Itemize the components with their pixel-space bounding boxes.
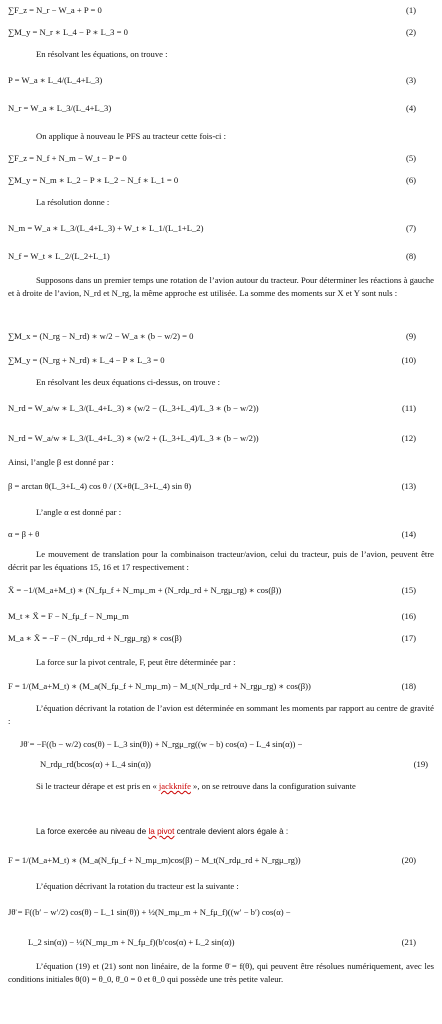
equation-20-formula: F = 1/(M_a+M_t) ∗ (M_a(N_fμ_f + N_mμ_m)cos(β) − M_t(N_rdμ_rd + N_rgμ_rg)) bbox=[8, 855, 301, 865]
equation-21-number: (21) bbox=[401, 937, 416, 947]
paragraph-11-text-end: », on se retrouve dans la configuration suivante bbox=[193, 781, 356, 791]
equation-11-number: (11) bbox=[402, 403, 416, 413]
equation-19-line-1 bbox=[0, 736, 442, 752]
equation-16-number: (16) bbox=[401, 611, 416, 621]
paragraph-5 bbox=[0, 374, 442, 390]
equation-7-formula: N_m = W_a ∗ L_3/(L_4+L_3) + W_t ∗ L_1/(L_1+L_2) bbox=[8, 223, 204, 233]
equation-16 bbox=[0, 608, 442, 624]
equation-3-number: (3) bbox=[405, 75, 416, 85]
paragraph-2-text: On applique à nouveau le PFS au tracteur cette fois-ci : bbox=[36, 131, 226, 141]
equation-12-number: (12) bbox=[401, 433, 416, 443]
paragraph-10: L’équation décrivant la rotation de l’avion est déterminée en sommant les moments par rapport au centre de gravité : bbox=[8, 703, 434, 726]
equation-20 bbox=[0, 852, 442, 868]
equation-21-formula-part-1: Jθ̈ = F((b′ − w′/2) cos(θ) − L_1 sin(θ)) + ½(N_mμ_m + N_fμ_f)((w′ − b′) cos(α) − bbox=[8, 907, 291, 917]
paragraph-4: Supposons dans un premier temps une rotation de l’avion autour du tracteur. Pour déterminer les réactions à gauche et à droite de l’avion, N_rd et N_rg, la même approche est utilisée. La somme des moments sur X et Y sont nuls : bbox=[8, 275, 434, 298]
equation-18 bbox=[0, 678, 442, 694]
equation-4-number: (4) bbox=[405, 103, 416, 113]
paragraph-1-text: En résolvant les équations, on trouve : bbox=[36, 49, 168, 59]
equation-14-number: (14) bbox=[401, 529, 416, 539]
paragraph-9 bbox=[0, 654, 442, 670]
equation-5-number: (5) bbox=[405, 153, 416, 163]
equation-6-number: (6) bbox=[405, 175, 416, 185]
equation-15 bbox=[0, 582, 442, 598]
paragraph-11-text-start: Si le tracteur dérape et est pris en « bbox=[36, 781, 157, 791]
equation-14-formula: α = β + θ bbox=[8, 529, 40, 539]
equation-10-formula: ∑M_y = (N_rg + N_rd) ∗ L_4 − P ∗ L_3 = 0 bbox=[8, 355, 165, 365]
paragraph-11-flagged-word: jackknife bbox=[158, 781, 191, 791]
equation-6 bbox=[0, 172, 442, 188]
equation-15-number: (15) bbox=[401, 585, 416, 595]
paragraph-7-text: L’angle α est donné par : bbox=[36, 507, 122, 517]
equation-18-formula: F = 1/(M_a+M_t) ∗ (M_a(N_fμ_f + N_mμ_m) − M_t(N_rdμ_rd + N_rgμ_rg) ∗ cos(β)) bbox=[8, 681, 311, 691]
paragraph-12-flagged-phrase: la pivot bbox=[148, 827, 175, 836]
equation-8 bbox=[0, 248, 442, 264]
paragraph-3 bbox=[0, 194, 442, 210]
equation-4 bbox=[0, 100, 442, 116]
paragraph-1 bbox=[0, 46, 442, 62]
equation-8-number: (8) bbox=[405, 251, 416, 261]
paragraph-5-text: En résolvant les deux équations ci-dessus, on trouve : bbox=[36, 377, 221, 387]
equation-17-formula: M_a ∗ Ẍ = −F − (N_rdμ_rd + N_rgμ_rg) ∗ cos(β) bbox=[8, 633, 182, 643]
equation-1-formula: ∑F_z = N_r − W_a + P = 0 bbox=[8, 5, 102, 15]
equation-12-formula: N_rd = W_a/w ∗ L_3/(L_4+L_3) ∗ (w/2 + (L_3+L_4)/L_3 ∗ (b − w/2)) bbox=[8, 433, 259, 443]
equation-7-number: (7) bbox=[405, 223, 416, 233]
equation-4-formula: N_r = W_a ∗ L_3/(L_4+L_3) bbox=[8, 103, 112, 113]
paragraph-7 bbox=[0, 504, 442, 520]
equation-10 bbox=[0, 352, 442, 368]
equation-5-formula: ∑F_z = N_f + N_m − W_t − P = 0 bbox=[8, 153, 127, 163]
equation-7 bbox=[0, 220, 442, 236]
equation-19-formula-part-2: N_rdμ_rd(bcos(α) + L_4 sin(α)) bbox=[40, 759, 151, 769]
equation-21-formula-part-2: L_2 sin(α)) − ½(N_mμ_m + N_fμ_f)(b′cos(α) + L_2 sin(α)) bbox=[28, 937, 235, 947]
equation-13-formula: β = arctan θ(L_3+L_4) cos θ / (X+θ(L_3+L_4) sin θ) bbox=[8, 481, 192, 491]
equation-19-formula-part-1: Jθ̈ = −F((b − w/2) cos(θ) − L_3 sin(θ)) + N_rgμ_rg((w − b) cos(α) − L_4 sin(α)) − bbox=[20, 739, 303, 749]
equation-5 bbox=[0, 150, 442, 166]
paragraph-2 bbox=[0, 128, 442, 144]
paragraph-12-text-start: La force exercée au niveau de bbox=[36, 827, 147, 836]
paragraph-11 bbox=[8, 780, 434, 793]
equation-3-formula: P = W_a ∗ L_4/(L_4+L_3) bbox=[8, 75, 103, 85]
equation-1 bbox=[0, 2, 442, 18]
equation-18-number: (18) bbox=[401, 681, 416, 691]
paragraph-12-text-end: centrale devient alors égale à : bbox=[176, 827, 289, 836]
equation-15-formula: Ẍ = −1/(M_a+M_t) ∗ (N_fμ_f + N_mμ_m + (N_rdμ_rd + N_rgμ_rg) ∗ cos(β)) bbox=[8, 585, 282, 595]
equation-6-formula: ∑M_y = N_m ∗ L_2 − P ∗ L_2 − N_f ∗ L_1 = 0 bbox=[8, 175, 179, 185]
equation-12 bbox=[0, 430, 442, 446]
equation-10-number: (10) bbox=[401, 355, 416, 365]
paragraph-13-text: L’équation décrivant la rotation du tracteur est la suivante : bbox=[36, 881, 239, 891]
equation-11-formula: N_rd = W_a/w ∗ L_3/(L_4+L_3) ∗ (w/2 − (L_3+L_4)/L_3 ∗ (b − w/2)) bbox=[8, 403, 259, 413]
paragraph-14: L’équation (19) et (21) sont non linéaire, de la forme θ̈ = f(θ), qui peuvent être résolues numériquement, avec les conditions initiales θ(0) = θ_0, θ̇_0 = 0 et θ_0 qui possède une très petite valeur. bbox=[8, 961, 434, 984]
paragraph-6 bbox=[0, 454, 442, 470]
equation-2-number: (2) bbox=[405, 27, 416, 37]
paragraph-3-text: La résolution donne : bbox=[36, 197, 110, 207]
equation-9-number: (9) bbox=[405, 331, 416, 341]
equation-1-number: (1) bbox=[405, 5, 416, 15]
equation-21-line-2 bbox=[0, 934, 442, 950]
equation-13 bbox=[0, 478, 442, 494]
equation-13-number: (13) bbox=[401, 481, 416, 491]
paragraph-6-text: Ainsi, l’angle β est donné par : bbox=[8, 457, 114, 467]
equation-16-formula: M_t ∗ Ẍ = F − N_fμ_f − N_mμ_m bbox=[8, 611, 129, 621]
equation-14 bbox=[0, 526, 442, 542]
equation-9-formula: ∑M_x = (N_rg − N_rd) ∗ w/2 − W_a ∗ (b − w/2) = 0 bbox=[8, 331, 194, 341]
paragraph-9-text: La force sur la pivot centrale, F, peut être déterminée par : bbox=[36, 657, 236, 667]
equation-17-number: (17) bbox=[401, 633, 416, 643]
equation-9 bbox=[0, 328, 442, 344]
equation-19-number: (19) bbox=[413, 759, 428, 769]
paragraph-13 bbox=[0, 878, 442, 894]
equation-2-formula: ∑M_y = N_r ∗ L_4 − P ∗ L_3 = 0 bbox=[8, 27, 128, 37]
equation-2 bbox=[0, 24, 442, 40]
equation-17 bbox=[0, 630, 442, 646]
equation-21-line-1 bbox=[0, 904, 442, 920]
equation-8-formula: N_f = W_t ∗ L_2/(L_2+L_1) bbox=[8, 251, 110, 261]
equation-11 bbox=[0, 400, 442, 416]
equation-3 bbox=[0, 72, 442, 88]
paragraph-12 bbox=[8, 826, 434, 839]
paragraph-8: Le mouvement de translation pour la combinaison tracteur/avion, celui du tracteur, puis de l’avion, peuvent être décrit par les équations 15, 16 et 17 respectivement : bbox=[8, 549, 434, 572]
equation-19-line-2 bbox=[0, 756, 442, 772]
equation-20-number: (20) bbox=[401, 855, 416, 865]
